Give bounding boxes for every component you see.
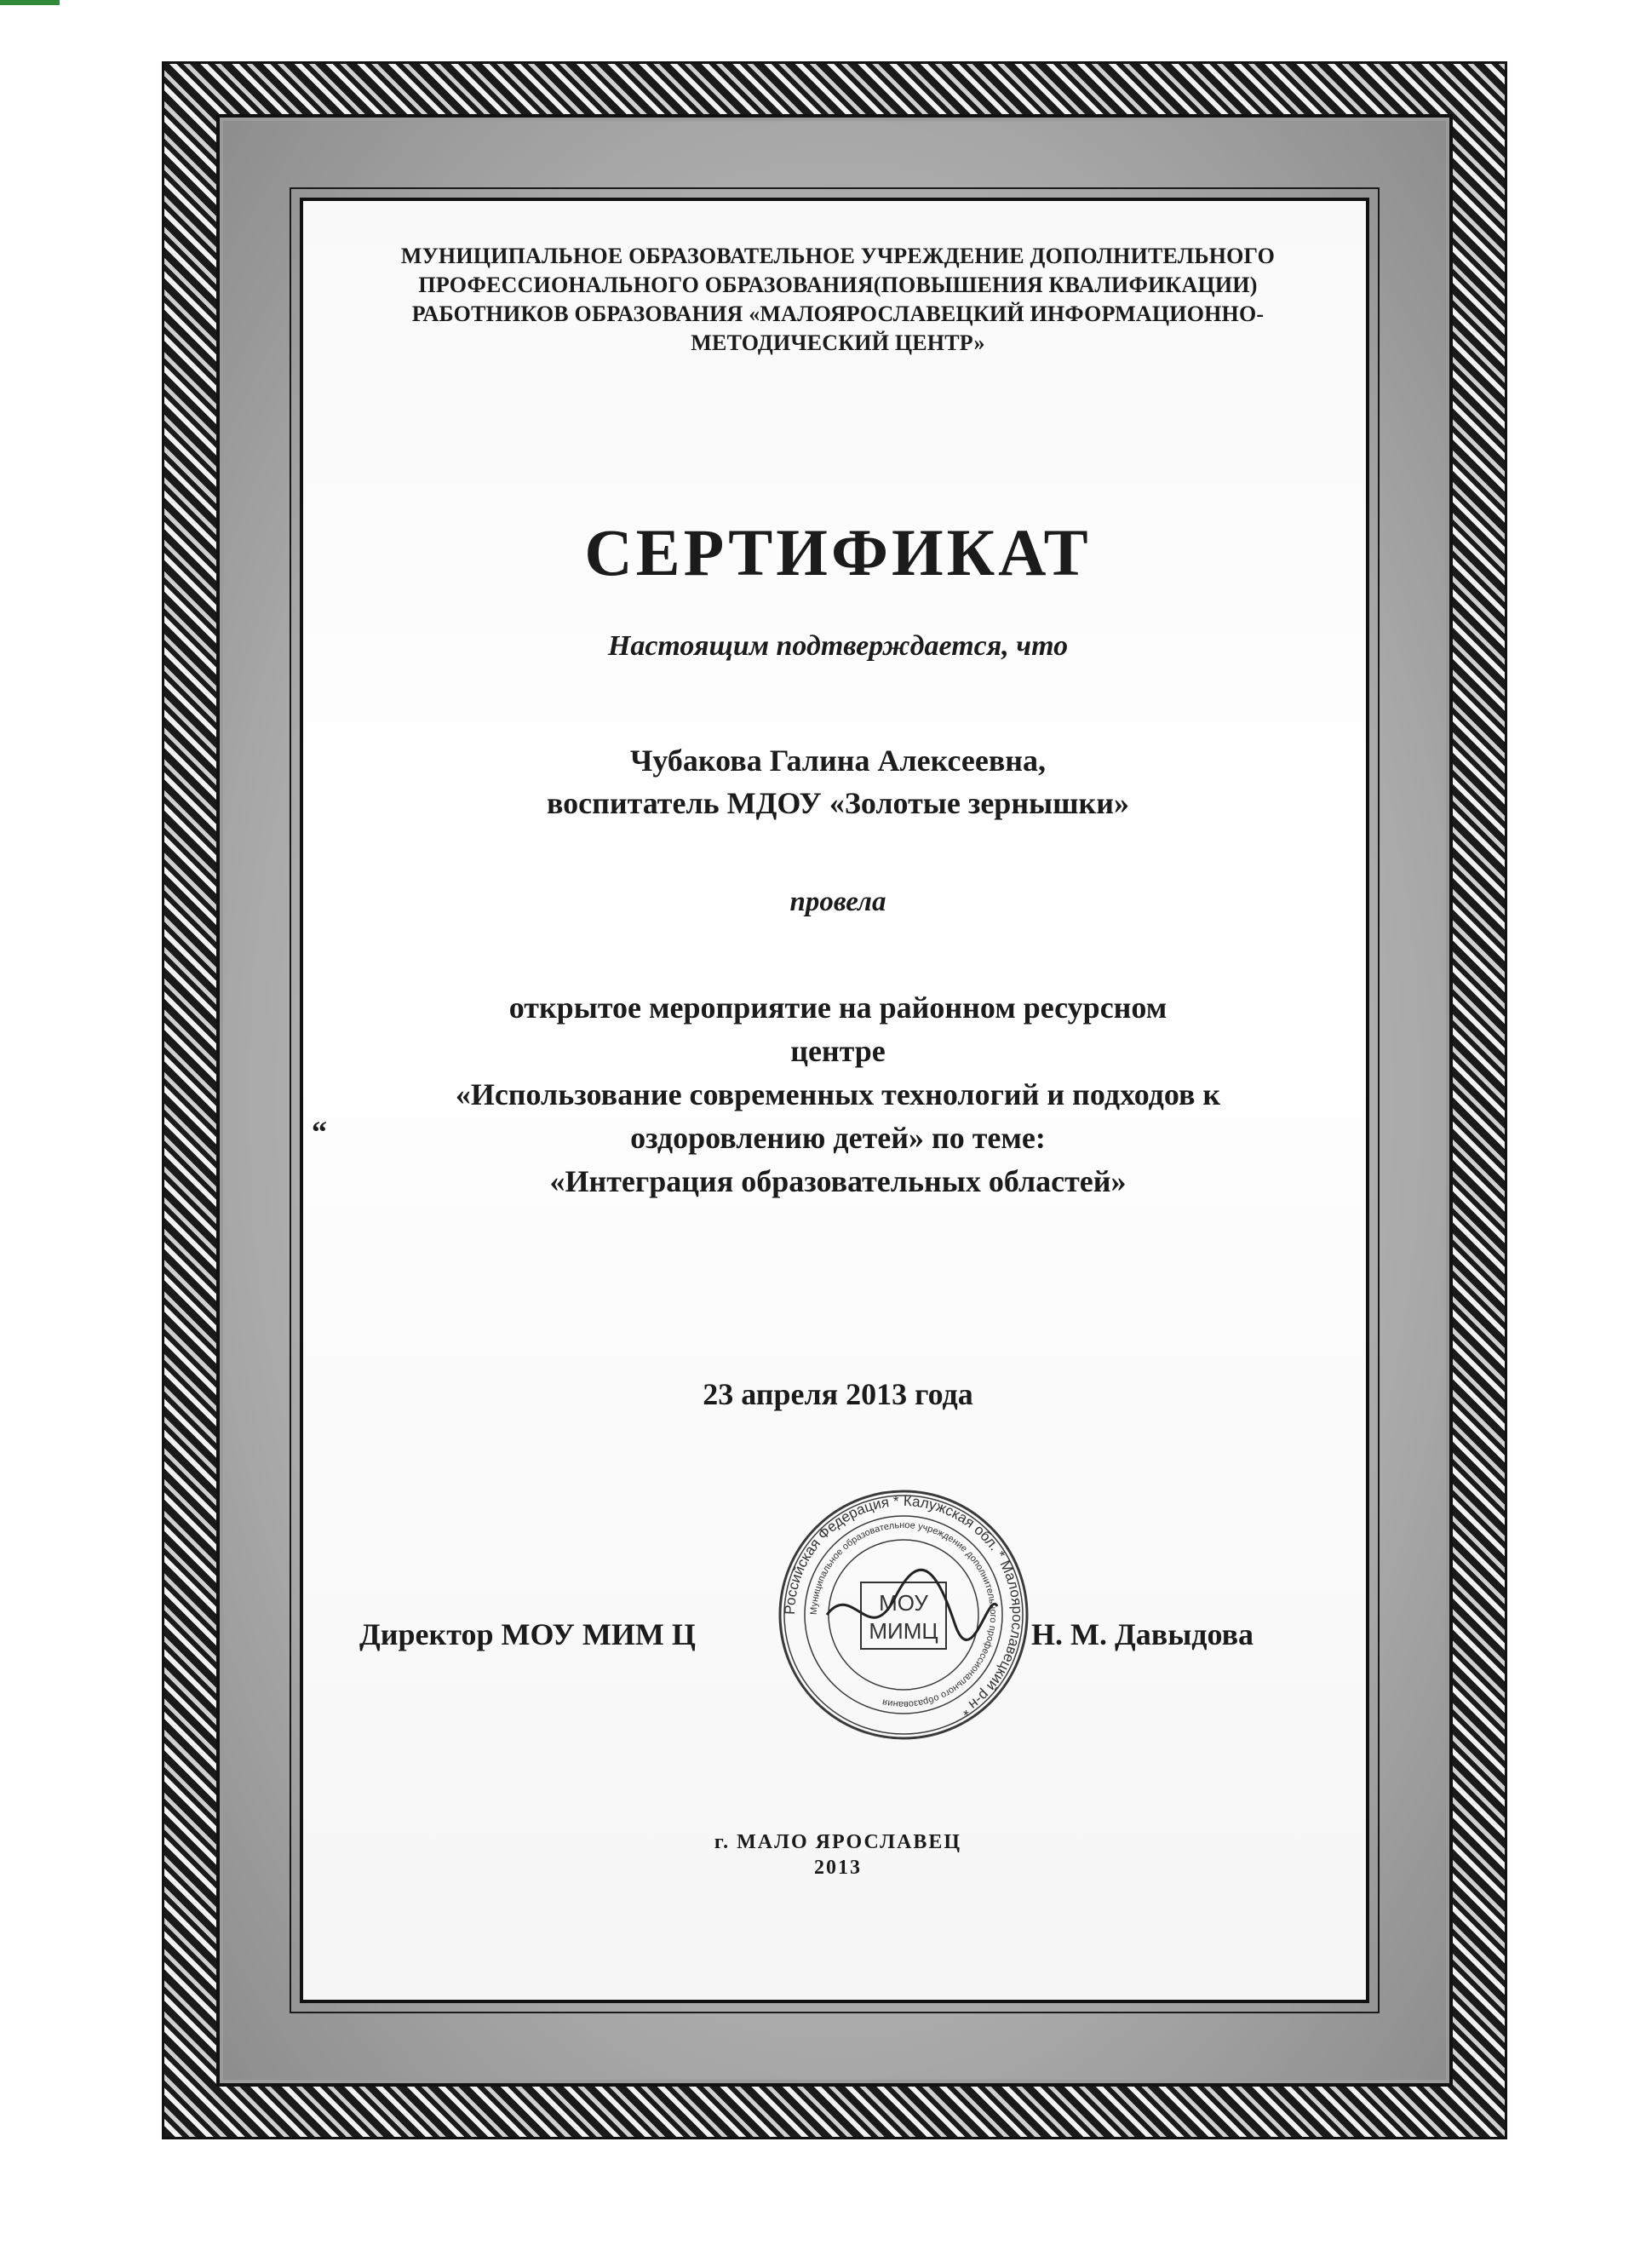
year: 2013 <box>814 1857 862 1879</box>
stamp-center-line1: МОУ <box>879 1590 928 1616</box>
org-line: МЕТОДИЧЕСКИЙ ЦЕНТР» <box>691 330 985 355</box>
certificate-title: СЕРТИФИКАТ <box>584 515 1092 589</box>
scan-corner-mark <box>0 0 60 5</box>
recipient-position: воспитатель МДОУ «Золотые зернышки» <box>546 786 1130 820</box>
organization-name <box>303 242 1373 358</box>
stray-quote-mark: “ <box>312 1115 327 1149</box>
director-name: Н. М. Давыдова <box>1031 1617 1254 1651</box>
certificate-paper <box>300 198 1369 2003</box>
event-line: центре <box>790 1034 886 1068</box>
event-line: «Использование современных технологий и подходов к <box>455 1077 1221 1111</box>
stamp-center-line2: МИМЦ <box>869 1618 938 1644</box>
action-verb: провела <box>789 887 886 917</box>
org-line: ПРОФЕССИОНАЛЬНОГО ОБРАЗОВАНИЯ(ПОВЫШЕНИЯ КВАЛИФИКАЦИИ) <box>418 273 1258 297</box>
org-line: РАБОТНИКОВ ОБРАЗОВАНИЯ «МАЛОЯРОСЛАВЕЦКИЙ ИНФОРМАЦИОННО- <box>411 301 1265 326</box>
recipient <box>303 739 1373 824</box>
event-description <box>303 986 1373 1203</box>
recipient-name: Чубакова Галина Алексеевна, <box>629 744 1047 778</box>
event-line: открытое мероприятие на районном ресурсном <box>508 990 1167 1025</box>
stamp-inner-text: Муниципальное образовательное учреждение дополнительного профессионального образования <box>808 1519 999 1710</box>
event-line: оздоровлению детей» по теме: <box>630 1121 1046 1155</box>
confirm-text: Настоящим подтверждается, что <box>607 630 1069 662</box>
event-date: 23 апреля 2013 года <box>703 1377 973 1411</box>
official-stamp <box>776 1487 1031 1743</box>
org-line: МУНИЦИПАЛЬНОЕ ОБРАЗОВАТЕЛЬНОЕ УЧРЕЖДЕНИЕ ДОПОЛНИТЕЛЬНОГО <box>400 244 1276 268</box>
event-line: «Интеграция образовательных областей» <box>549 1164 1127 1198</box>
city: г. МАЛО ЯРОСЛАВЕЦ <box>714 1831 962 1853</box>
city-year <box>303 1829 1373 1880</box>
director-title: Директор МОУ МИМ Ц <box>359 1617 696 1651</box>
stamp-outer-text: Российская Федерация * Калужская обл. * Малоярославецкий р-н * <box>781 1492 1026 1720</box>
certificate-sheet <box>162 61 1507 2139</box>
